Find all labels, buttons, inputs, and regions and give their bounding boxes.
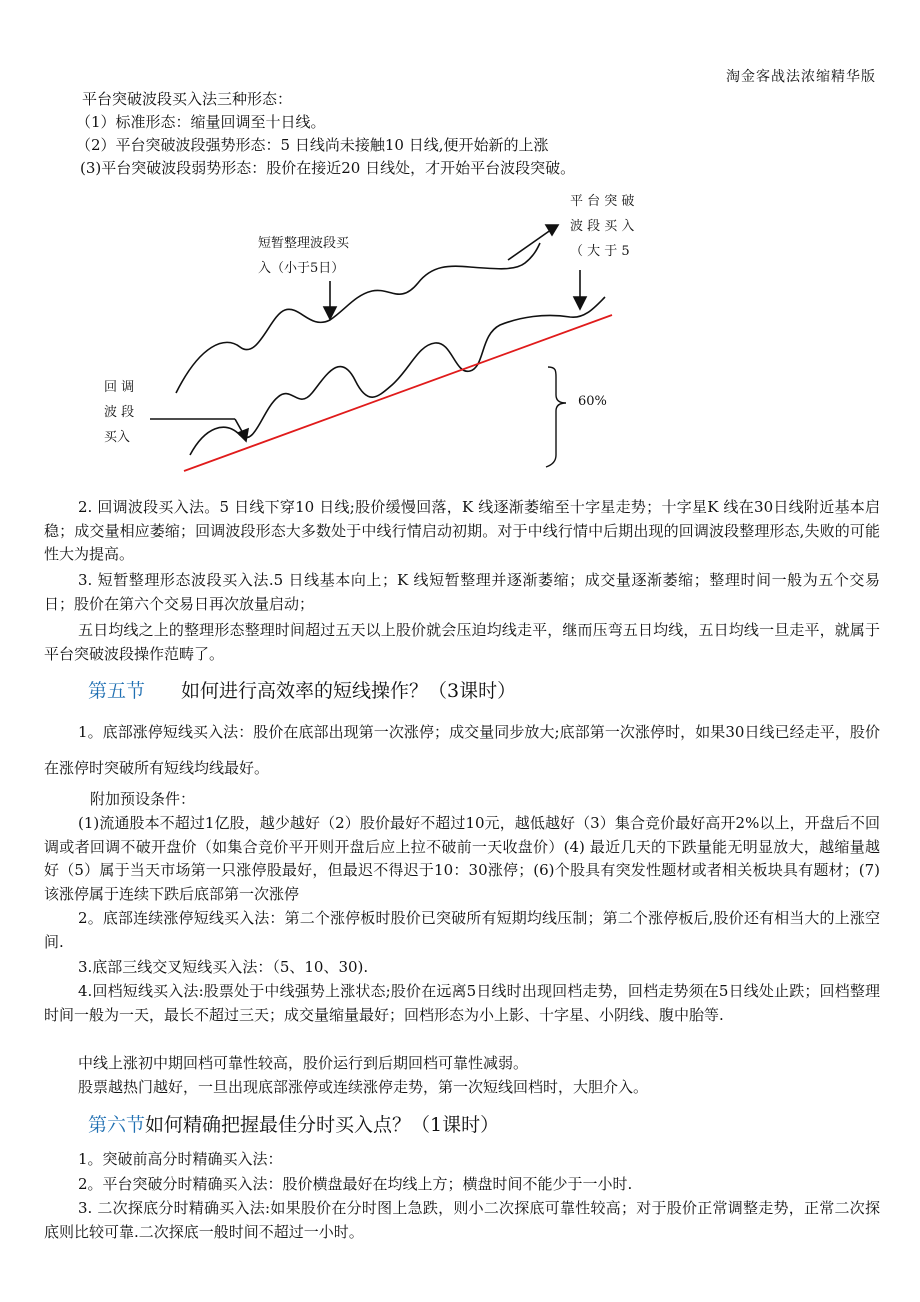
section5-heading [88, 678, 516, 704]
section6-para3: 3. 二次探底分时精确买入法:如果股价在分时图上急跌，则小二次探底可靠性较高；对于股价正常调整走势，正常二次探底则比较可靠.二次探底一般时间不超过一小时。 [44, 1199, 880, 1241]
para-five-day-line: 五日均线之上的整理形态整理时间超过五天以上股价就会压迫均线走平，继而压弯五日均线，五日均线一旦走平，就属于平台突破波段操作范畴了。 [44, 621, 880, 663]
para-pullback-method: 2. 回调波段买入法。5 日线下穿10 日线;股价缓慢回落，K 线逐渐萎缩至十字星走势；十字星K 线在30日线附近基本启稳；成交量相应萎缩；回调波段形态大多数处于中线行情启动初期。对于中线行情中后期出现的回调波段整理形态,失败的可能性大为提高。 [44, 498, 880, 563]
label-pullback-line2: 波 段 [104, 405, 135, 420]
lower-price-wave [190, 297, 605, 455]
arrow-short-down [324, 281, 336, 319]
upper-price-wave [176, 243, 540, 393]
wave-diagram [0, 185, 920, 490]
label-platform-line3: （ 大 于 5 [570, 244, 630, 259]
label-pullback-line1: 回 调 [104, 380, 135, 395]
trend-line [184, 315, 612, 471]
intro-item-2: （2）平台突破波段强势形态：5 日线尚未接触10 日线,便开始新的上涨 [76, 136, 549, 154]
label-short-line2: 入（小于5日） [258, 261, 345, 276]
section5-para5: 中线上涨初中期回档可靠性较高，股价运行到后期回档可靠性减弱。 [78, 1054, 529, 1072]
section5-title: 如何进行高效率的短线操作？（3课时） [181, 680, 517, 702]
label-platform-line2: 波 段 买 入 [570, 219, 635, 234]
section5-para3: 3.底部三线交叉短线买入法：（5、10、30). [78, 958, 369, 976]
section6-number: 第六节 [88, 1114, 146, 1136]
section5-conditions: (1)流通股本不超过1亿股，越少越好（2）股价最好不超过10元，越低越好（3）集合竞价最好高开2%以上，开盘后不回调或者回调不破开盘价（如集合竞价平开则开盘后应上拉不破前一天收盘价）(4) 最近几天的下跌量能无明显放大，越缩量越好（5）属于当天市场第一只涨停股最好，但最迟不得迟于10：30涨停；(6)个股具有突发性题材或者相关板块具有题材；(7)该涨停属于连续下跌后底部第一次涨停 [44, 814, 880, 903]
para-short-consolidation: 3. 短暂整理形态波段买入法.5 日线基本向上；K 线短暂整理并逐渐萎缩；成交量逐渐萎缩；整理时间一般为五个交易日；股价在第六个交易日再次放量启动； [44, 571, 880, 613]
section5-number: 第五节 [88, 680, 146, 702]
section5-conditions-heading: 附加预设条件： [90, 790, 196, 808]
label-pullback-line3: 买入 [104, 430, 131, 445]
percent-brace [546, 367, 566, 467]
label-percent: 60% [578, 394, 607, 409]
section5-para2: 2。底部连续涨停短线买入法：第二个涨停板时股价已突破所有短期均线压制；第二个涨停板后,股价还有相当大的上涨空间. [44, 909, 880, 951]
intro-heading: 平台突破波段买入法三种形态： [82, 90, 293, 108]
section6-heading [88, 1112, 499, 1138]
section5-para1: 1。底部涨停短线买入法：股价在底部出现第一次涨停；成交量同步放大;底部第一次涨停时，如果30日线已经走平，股价在涨停时突破所有短线均线最好。 [44, 723, 880, 777]
label-platform-line1: 平 台 突 破 [570, 194, 635, 209]
section6-title: 如何精确把握最佳分时买入点？（1课时） [145, 1114, 500, 1136]
label-short-line1: 短暂整理波段买 [258, 236, 350, 251]
section6-para1: 1。突破前高分时精确买入法： [78, 1150, 283, 1168]
section6-para2: 2。平台突破分时精确买入法：股价横盘最好在均线上方；横盘时间不能少于一小时. [78, 1175, 633, 1193]
section5-para4: 4.回档短线买入法:股票处于中线强势上涨状态;股价在远离5日线时出现回档走势，回档走势须在5日线处止跌；回档整理时间一般为一天，最长不超过三天；成交量缩量最好；回档形态为小上影、十字星、小阴线、腹中胎等. [44, 982, 880, 1024]
arrow-platform-down [574, 270, 586, 309]
header-title: 淘金客战法浓缩精华版 [726, 69, 876, 85]
intro-item-1: （1）标准形态：缩量回调至十日线。 [76, 113, 326, 131]
section5-para6: 股票越热门越好，一旦出现底部涨停或连续涨停走势，第一次短线回档时，大胆介入。 [78, 1078, 649, 1096]
intro-item-3: (3)平台突破波段弱势形态：股价在接近20 日线处，才开始平台波段突破。 [80, 159, 576, 177]
